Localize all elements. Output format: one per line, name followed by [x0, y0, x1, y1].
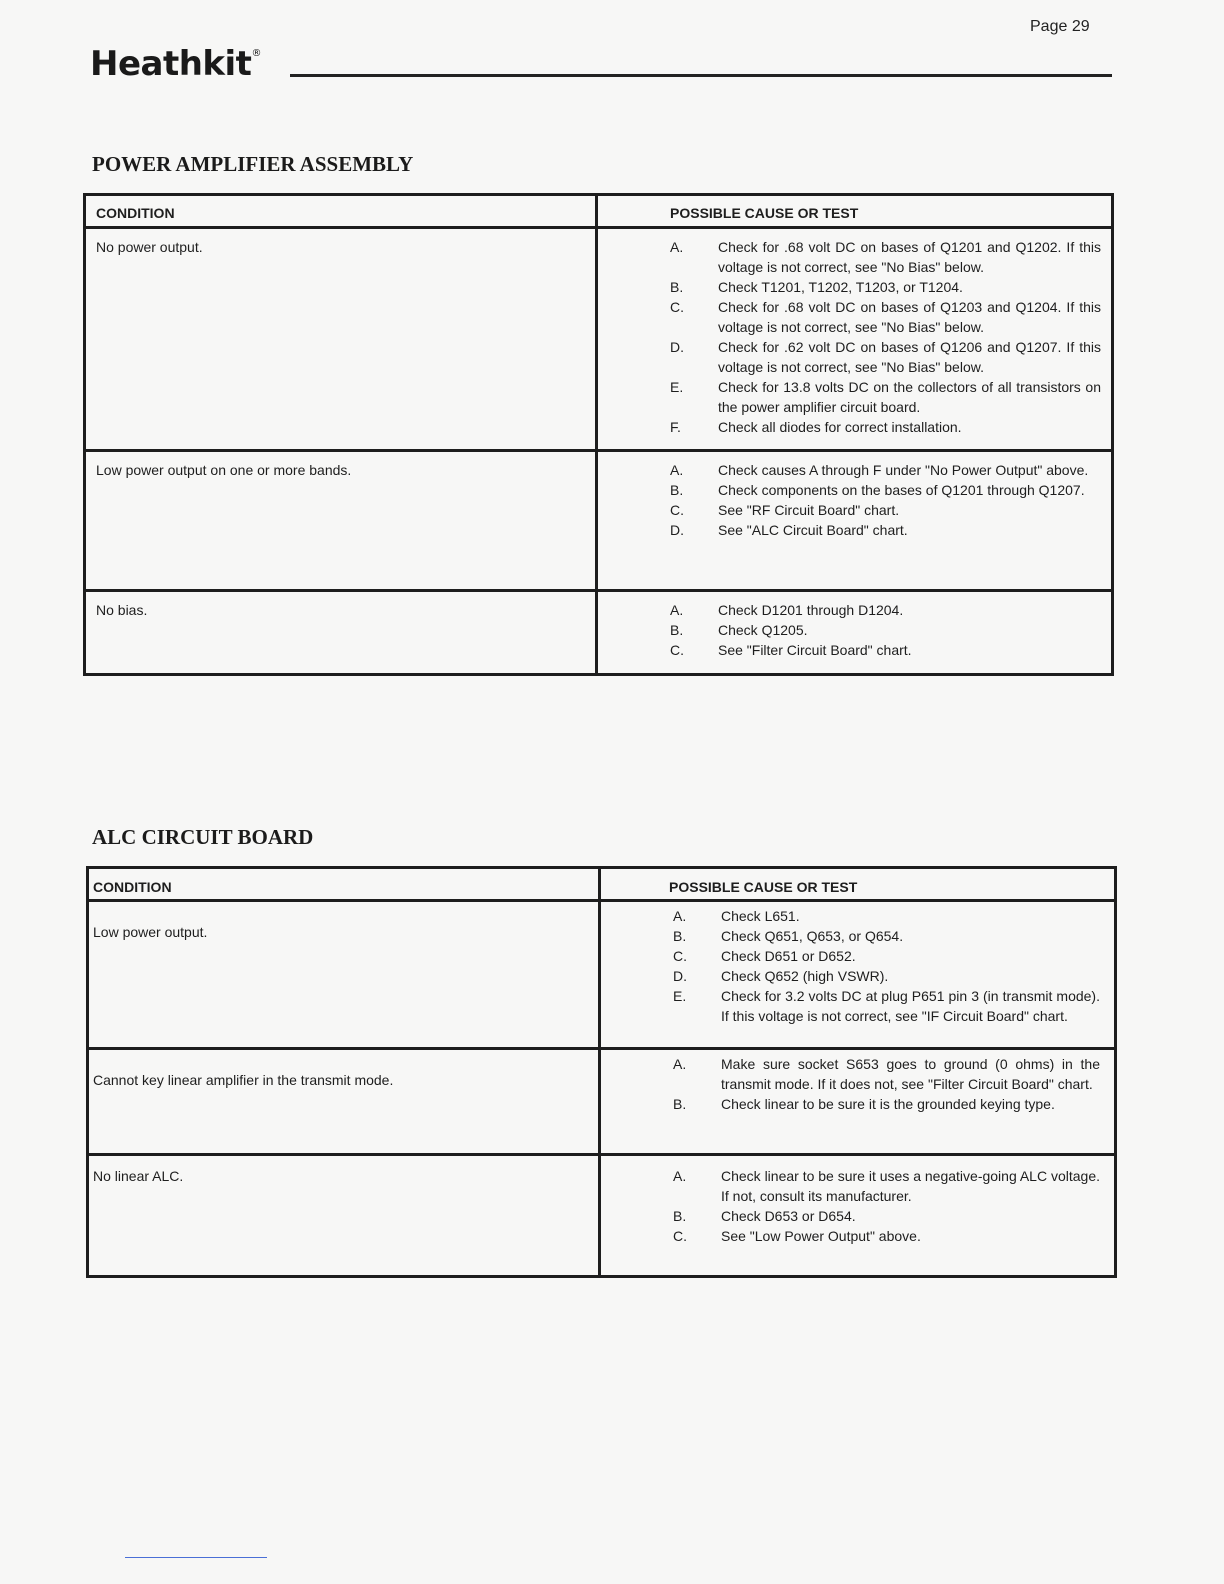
list-item: [673, 1206, 1100, 1226]
item-text: Check for .62 volt DC on bases of Q1206 and Q1207. If this voltage is not correct, see "No Bias" below.: [718, 339, 1101, 375]
item-text: Check for 3.2 volts DC at plug P651 pin 3 (in transmit mode). If this voltage is not correct, see "IF Circuit Board" chart.: [721, 988, 1100, 1024]
brand-name: Heathkit: [90, 44, 252, 84]
item-letter: B.: [673, 1096, 687, 1112]
list-item: [670, 480, 1101, 500]
item-letter: B.: [670, 482, 684, 498]
list-item: [673, 946, 1100, 966]
item-text: Check L651.: [721, 908, 800, 924]
alc-section-title: ALC CIRCUIT BOARD: [92, 825, 314, 849]
item-letter: C.: [673, 1228, 687, 1244]
item-text: See "Low Power Output" above.: [721, 1228, 921, 1244]
item-text: Check Q1205.: [718, 622, 808, 638]
list-item: [670, 297, 1101, 337]
item-text: Check D1201 through D1204.: [718, 602, 904, 618]
condition-header: CONDITION: [85, 195, 597, 228]
item-text: Check for 13.8 volts DC on the collectors of all transistors on the power amplifier circuit board.: [718, 379, 1101, 415]
condition-cell: Low power output.: [88, 901, 600, 1049]
page-number: Page 29: [1030, 18, 1090, 35]
item-letter: A.: [673, 1168, 687, 1184]
cause-cell: [597, 228, 1113, 451]
table-header-row: [88, 868, 1116, 901]
list-item: [673, 966, 1100, 986]
header-rule: [290, 74, 1112, 77]
item-letter: C.: [670, 642, 684, 658]
table-row: [85, 451, 1113, 591]
item-letter: C.: [670, 299, 684, 315]
condition-header: CONDITION: [88, 868, 600, 901]
cause-list: [670, 600, 1101, 660]
cause-list: [670, 237, 1101, 437]
item-text: Check for .68 volt DC on bases of Q1201 and Q1202. If this voltage is not correct, see "No Bias" below.: [718, 239, 1101, 275]
item-letter: C.: [670, 502, 684, 518]
list-item: [673, 1054, 1100, 1094]
item-letter: C.: [673, 948, 687, 964]
item-text: Check all diodes for correct installation.: [718, 419, 962, 435]
item-letter: A.: [670, 239, 684, 255]
registered-mark: ®: [251, 48, 261, 59]
cause-header: POSSIBLE CAUSE OR TEST: [600, 868, 1116, 901]
item-text: Check Q652 (high VSWR).: [721, 968, 889, 984]
item-text: Check T1201, T1202, T1203, or T1204.: [718, 279, 963, 295]
cause-list: [670, 460, 1101, 540]
list-item: [670, 620, 1101, 640]
list-item: [673, 986, 1100, 1026]
cause-cell: [597, 591, 1113, 675]
item-text: Check D653 or D654.: [721, 1208, 856, 1224]
power-amp-section-title: POWER AMPLIFIER ASSEMBLY: [92, 152, 414, 176]
condition-cell: No linear ALC.: [88, 1155, 600, 1277]
item-letter: E.: [670, 379, 684, 395]
item-letter: A.: [670, 602, 684, 618]
list-item: [670, 500, 1101, 520]
list-item: [673, 1226, 1100, 1246]
cause-cell: [597, 451, 1113, 591]
table-row: [88, 901, 1116, 1049]
item-text: Make sure socket S653 goes to ground (0 ohms) in the transmit mode. If it does not, see "Filter Circuit Board" chart.: [721, 1056, 1100, 1092]
item-letter: B.: [670, 622, 684, 638]
table-header-row: [85, 195, 1113, 228]
item-text: Check causes A through F under "No Power Output" above.: [718, 462, 1089, 478]
cause-list: [673, 1054, 1100, 1114]
item-letter: A.: [670, 462, 684, 478]
list-item: [670, 277, 1101, 297]
condition-cell: Low power output on one or more bands.: [85, 451, 597, 591]
cause-header: POSSIBLE CAUSE OR TEST: [597, 195, 1113, 228]
list-item: [670, 520, 1101, 540]
item-letter: B.: [673, 928, 687, 944]
bottom-underline-mark: [125, 1557, 267, 1558]
condition-cell: Cannot key linear amplifier in the transmit mode.: [88, 1049, 600, 1155]
list-item: [670, 237, 1101, 277]
condition-cell: No bias.: [85, 591, 597, 675]
item-letter: A.: [673, 1056, 687, 1072]
list-item: [673, 1166, 1100, 1206]
item-letter: D.: [673, 968, 687, 984]
item-letter: D.: [670, 522, 684, 538]
table-row: [88, 1049, 1116, 1155]
alc-table: [86, 866, 1117, 1278]
item-text: Check Q651, Q653, or Q654.: [721, 928, 904, 944]
table-row: [85, 591, 1113, 675]
item-text: See "Filter Circuit Board" chart.: [718, 642, 912, 658]
item-text: See "RF Circuit Board" chart.: [718, 502, 900, 518]
item-letter: F.: [670, 419, 681, 435]
list-item: [670, 377, 1101, 417]
condition-cell: No power output.: [85, 228, 597, 451]
item-text: Check for .68 volt DC on bases of Q1203 and Q1204. If this voltage is not correct, see "No Bias" below.: [718, 299, 1101, 335]
item-letter: B.: [670, 279, 684, 295]
item-letter: E.: [673, 988, 687, 1004]
list-item: [670, 460, 1101, 480]
list-item: [670, 417, 1101, 437]
cause-cell: [600, 1155, 1116, 1277]
list-item: [670, 600, 1101, 620]
list-item: [673, 906, 1100, 926]
list-item: [670, 640, 1101, 660]
item-letter: B.: [673, 1208, 687, 1224]
cause-cell: [600, 901, 1116, 1049]
list-item: [670, 337, 1101, 377]
list-item: [673, 926, 1100, 946]
table-row: [85, 228, 1113, 451]
heathkit-logo: [90, 44, 261, 84]
table-row: [88, 1155, 1116, 1277]
item-letter: D.: [670, 339, 684, 355]
cause-list: [673, 906, 1100, 1026]
item-text: Check linear to be sure it uses a negative-going ALC voltage. If not, consult its manufacturer.: [721, 1168, 1101, 1204]
item-text: Check linear to be sure it is the grounded keying type.: [721, 1096, 1055, 1112]
power-amp-table: [83, 193, 1114, 676]
item-letter: A.: [673, 908, 687, 924]
item-text: Check D651 or D652.: [721, 948, 856, 964]
cause-cell: [600, 1049, 1116, 1155]
item-text: Check components on the bases of Q1201 through Q1207.: [718, 482, 1085, 498]
list-item: [673, 1094, 1100, 1114]
item-text: See "ALC Circuit Board" chart.: [718, 522, 908, 538]
cause-list: [673, 1166, 1100, 1246]
